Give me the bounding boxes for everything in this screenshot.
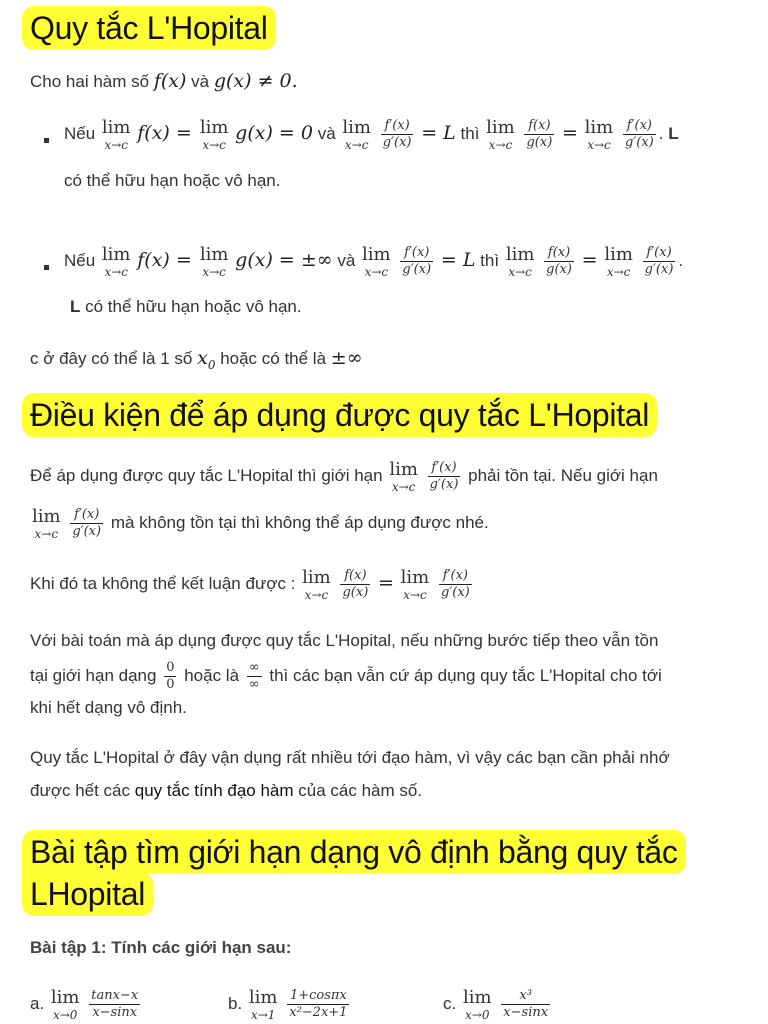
heading-lhopital-rule: Quy tắc L'Hopital	[22, 6, 276, 50]
intro-and: và	[191, 72, 210, 91]
p4-l3: khi hết dạng vô định.	[30, 698, 187, 717]
note-mid: hoặc có thể là	[220, 349, 327, 368]
intro-text: Cho hai hàm số	[30, 72, 150, 91]
p2-line	[30, 507, 489, 540]
p5-l2-post: của các hàm số.	[298, 781, 423, 800]
fraction-f-g: $\frac{f(x)}{g(x)}$	[342, 568, 369, 600]
b2-expr2: g(x) = ±∞	[235, 248, 333, 271]
b1-cont: có thể hữu hạn hoặc vô hạn.	[64, 171, 281, 190]
exercise-a	[30, 988, 143, 1021]
lim-symbol: lim x→1	[248, 986, 278, 1022]
b2-L: L	[70, 297, 81, 316]
p2-post: mà không tồn tại thì không thể áp dụng được nhé.	[110, 512, 489, 532]
lim-symbol: lim x→c	[199, 116, 229, 152]
lim-symbol: lim x→c	[584, 116, 614, 152]
intro-g: g(x) ≠ 0.	[213, 70, 298, 92]
note-pre: c ở đây có thể là 1 số	[30, 349, 193, 368]
lim-symbol: lim x→c	[101, 116, 131, 152]
bullet-2-line: Nếu lim x→c f(x) = lim x→c g(x) = ±∞ và lim x→c $\frac{f'(x)}{g'(x)}$ = L thì lim x→c $\frac{f(x)}{g(x)}$ = lim x→c $\frac{f'(x)}{g'(x)}$ .	[64, 243, 684, 279]
b1-if: Nếu	[64, 123, 96, 143]
fraction-c: $\frac{\text{x³}}{x-\sin x}$	[503, 988, 549, 1020]
p1-line	[30, 460, 658, 493]
p5-l2-pre: được hết các	[30, 781, 131, 800]
b2-eq-L: = L	[440, 248, 476, 271]
lim-symbol: lim x→c	[32, 505, 61, 541]
bullet-dot	[44, 265, 49, 270]
note-line	[30, 345, 363, 378]
b1-and: và	[317, 123, 336, 143]
exercise-a-label: a.	[30, 993, 45, 1013]
lim-symbol: lim x→0	[50, 986, 80, 1022]
fraction-a: $\frac{\tan x-x}{x-\sin x}$	[91, 988, 139, 1020]
b1-L: L	[668, 123, 679, 143]
fraction-fp-gp: $\frac{f'(x)}{g'(x)}$	[402, 245, 432, 277]
exercise-b-label: b.	[228, 993, 243, 1013]
exercise-title: Bài tập 1: Tính các giới hạn sau:	[30, 938, 292, 957]
p4-l2-pre: tại giới hạn dạng	[30, 665, 157, 685]
fraction-fp-gp: $\frac{f'(x)}{g'(x)}$	[625, 118, 654, 150]
intro-line	[30, 68, 298, 95]
b2-cont-line	[70, 294, 302, 320]
p1-pre: Để áp dụng được quy tắc L'Hopital thì giới hạn	[30, 465, 383, 485]
fraction-fp-gp: $\frac{f'(x)}{g'(x)}$	[644, 245, 674, 277]
fraction-f-g: $\frac{f(x)}{g(x)}$	[526, 118, 553, 150]
b2-expr1: f(x) =	[137, 248, 198, 271]
b1-eq-L: = L	[421, 121, 456, 144]
b1-then: thì	[460, 123, 480, 143]
note-inf: ±∞	[330, 347, 363, 369]
fraction-fp-gp: $\frac{f'(x)}{g'(x)}$	[441, 568, 470, 600]
lim-symbol: lim x→c	[604, 243, 633, 279]
derivative-rules-link[interactable]: quy tắc tính đạo hàm	[134, 781, 294, 800]
exercise-c	[443, 988, 553, 1021]
p1-post: phải tồn tại. Nếu giới hạn	[468, 465, 658, 485]
fraction-fp-gp: $\frac{f'(x)}{g'(x)}$	[72, 507, 102, 539]
p4-l2	[30, 660, 662, 693]
p3-eq: =	[378, 571, 394, 594]
lim-symbol: lim x→c	[486, 116, 515, 152]
fraction-fp-gp: $\frac{f'(x)}{g'(x)}$	[429, 460, 459, 492]
p5-l1: Quy tắc L'Hopital ở đây vận dụng rất nhiều tới đạo hàm, vì vậy các bạn cần phải nhớ	[30, 748, 670, 767]
fraction-b: $\frac{1+\cos\pi x}{\text{x²−2x+1}}$	[289, 988, 348, 1020]
p4-l2-mid: hoặc là	[184, 665, 240, 685]
b1-expr1: f(x) =	[137, 121, 198, 144]
note-x0: $x_0$	[197, 347, 216, 372]
heading-exercises-l1: Bài tập tìm giới hạn dạng vô định bằng quy tắc	[22, 830, 686, 874]
exercise-b	[228, 988, 352, 1021]
lim-symbol: lim x→c	[389, 458, 418, 494]
b2-and: và	[337, 250, 356, 270]
b2-cont: có thể hữu hạn hoặc vô hạn.	[85, 297, 302, 316]
lim-symbol: lim x→c	[505, 243, 535, 279]
b2-then: thì	[480, 250, 500, 270]
lim-symbol: lim x→c	[101, 243, 131, 279]
p3-line	[30, 568, 475, 601]
exercise-c-label: c.	[443, 993, 457, 1013]
p5-l2	[30, 778, 422, 804]
b2-eq: =	[581, 248, 598, 271]
heading-conditions: Điều kiện để áp dụng được quy tắc L'Hopital	[22, 393, 657, 437]
intro-f: f(x)	[153, 70, 187, 92]
lim-symbol: lim x→c	[400, 566, 430, 602]
b2-if: Nếu	[64, 250, 96, 270]
b1-expr2: g(x) = 0	[235, 121, 313, 144]
lim-symbol: lim x→0	[462, 986, 492, 1022]
p3-pre: Khi đó ta không thể kết luận được :	[30, 573, 296, 593]
b1-eq: =	[562, 121, 578, 144]
p4-l1: Với bài toán mà áp dụng được quy tắc L'Hopital, nếu những bước tiếp theo vẫn tồn	[30, 631, 659, 650]
heading-exercises-l2: LHopital	[22, 872, 153, 916]
bullet-dot	[44, 138, 49, 143]
lim-symbol: lim x→c	[362, 243, 391, 279]
lim-symbol: lim x→c	[302, 566, 331, 602]
fraction-zero-zero: $\frac{0}{0}$	[166, 660, 175, 692]
p4-l2-post: thì các bạn vẫn cứ áp dụng quy tắc L'Hopital cho tới	[269, 665, 662, 685]
lim-symbol: lim x→c	[199, 243, 229, 279]
fraction-inf-inf: $\frac{\infty}{\infty}$	[248, 660, 260, 692]
lim-symbol: lim x→c	[342, 116, 371, 152]
fraction-f-g: $\frac{f(x)}{g(x)}$	[546, 245, 572, 277]
bullet-1-line: Nếu lim x→c f(x) = lim x→c g(x) = 0 và lim x→c $\frac{f'(x)}{g'(x)}$ = L thì lim x→c $\frac{f(x)}{g(x)}$ = lim x→c $\frac{f'(x)}{g'(x)}$ . L	[64, 116, 679, 152]
fraction-fp-gp: $\frac{f'(x)}{g'(x)}$	[382, 118, 412, 150]
